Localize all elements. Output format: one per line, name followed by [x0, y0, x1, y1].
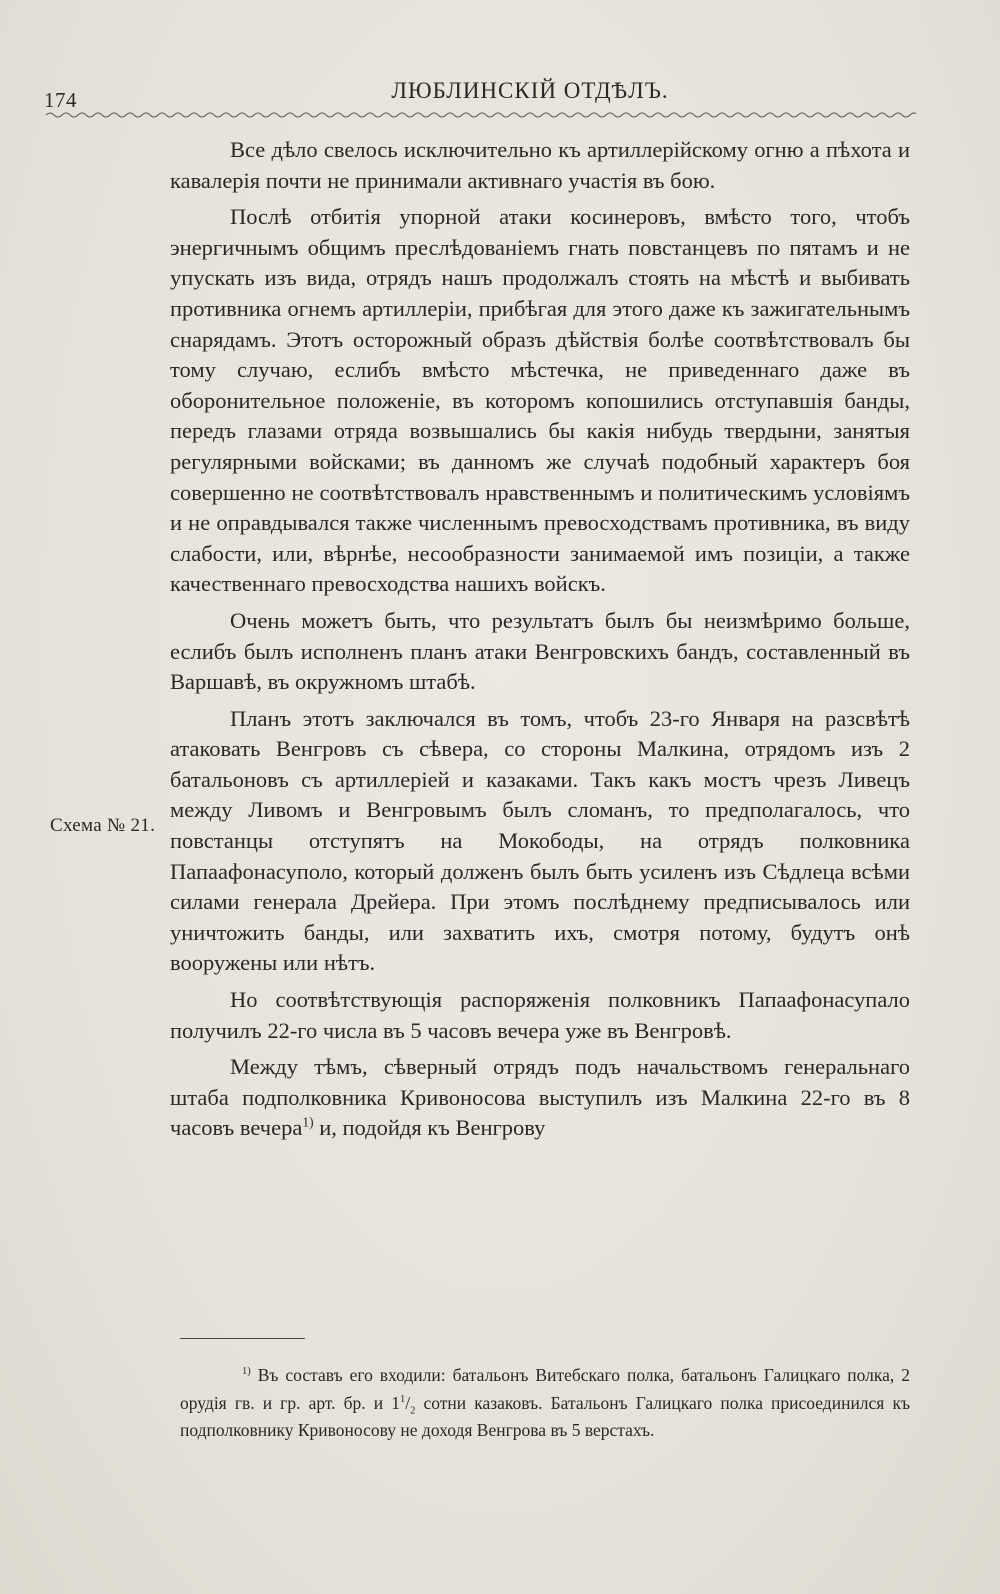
- footnote-reference[interactable]: 1): [302, 1114, 314, 1130]
- page-header: [40, 78, 940, 118]
- page-number: 174: [44, 88, 77, 112]
- main-text: [170, 135, 910, 1150]
- footnote-separator: [180, 1338, 305, 1339]
- paragraph-2: Послѣ отбитія упорной атаки косинеровъ, вмѣсто того, чтобъ энергичнымъ общимъ преслѣдованіемъ гнать повстанцевъ по пятамъ и не упускать изъ вида, отрядъ нашъ продолжалъ стоять на мѣстѣ и выбивать противника огнемъ артиллеріи, прибѣгая для этого даже къ зажигательнымъ снарядамъ. Этотъ осторожный образъ дѣйствія болѣе соотвѣтствовалъ бы тому случаю, еслибъ вмѣсто мѣстечка, не приведеннаго даже въ оборонительное положеніе, въ которомъ копошились отступавшія банды, передъ глазами отряда возвышались бы какія нибудь твердыни, занятыя регулярными войсками; въ данномъ же случаѣ подобный характеръ боя совершенно не соотвѣтствовалъ нравственнымъ и политическимъ условіямъ и не оправдывался также численнымъ превосходствамъ противника, въ виду слабости, или, вѣрнѣе, несообразности занимаемой имъ позиціи, а также качественнаго превосходства нашихъ войскъ.: [170, 204, 910, 597]
- paragraph-1: Все дѣло свелось исключительно къ артиллерійскому огню а пѣхота и кавалерія почти не принимали активнаго участія въ бою.: [170, 137, 910, 193]
- footnote-text-end: сотни казаковъ. Батальонъ Галицкаго полка присоединился къ подполковнику Кривоносову не доходя Венгрова въ 5 верстахъ.: [180, 1392, 910, 1440]
- footnote-mark: 1): [242, 1366, 251, 1378]
- footnote-fraction-numerator: 1: [399, 1393, 406, 1405]
- paragraph-3: Очень можетъ быть, что результатъ былъ бы неизмѣримо больше, еслибъ былъ исполненъ планъ атаки Венгровскихъ бандъ, составленный въ Варшавѣ, въ окружномъ штабѣ.: [170, 607, 910, 695]
- paragraph-6-tail: и, подойдя къ Венгрову: [313, 1115, 546, 1141]
- paragraph-6-text: Между тѣмъ, сѣверный отрядъ подъ начальствомъ генеральнаго штаба подполковника Кривоносова выступилъ изъ Малкина 22-го въ 8 часовъ вечера: [170, 1054, 910, 1141]
- footnote-fraction-denominator: 2: [410, 1405, 416, 1416]
- running-head: ЛЮБЛИНСКІЙ ОТДѢЛЪ.: [391, 78, 669, 103]
- margin-note-schema: Схема № 21.: [50, 815, 156, 836]
- header-wavy-rule: [46, 110, 916, 120]
- footnote: $^{1)}$ Въ составъ его входили: батальонъ Витебскаго полка, батальонъ Галицкаго полка, 2 орудія гв. и гр. арт. бр. и $1^1/_2$ сотни казаковъ. Батальонъ Галицкаго полка присоединился къ подполковнику Кривоносову не доходя Венгрова въ 5 верстахъ.: [180, 1365, 911, 1440]
- footnote-text-start: Въ составъ его входили: батальонъ Витебскаго полка, батальонъ Галицкаго полка, 2 орудія гв. и гр. арт. бр. и 1: [180, 1365, 911, 1413]
- paragraph-6: [170, 1052, 910, 1144]
- paragraph-4: Планъ этотъ заключался въ томъ, чтобъ 23-го Января на разсвѣтѣ атаковать Венгровъ съ сѣвера, со стороны Малкина, отрядомъ изъ 2 батальоновъ съ артиллеріей и казаками. Такъ какъ мостъ чрезъ Ливецъ между Ливомъ и Венгровымъ былъ сломанъ, то предполагалось, что повстанцы отступятъ на Мокободы, на отрядъ полковника Папаафонасуполо, который долженъ былъ быть усиленъ изъ Сѣдлеца всѣми силами генерала Дрейера. При этомъ послѣднему предписывалось или уничтожить банды, или захватить ихъ, смотря потому, будутъ онѣ вооружены или нѣтъ.: [170, 705, 910, 976]
- paragraph-5: Но соотвѣтствующія распоряженія полковникъ Папаафонасупало получилъ 22-го числа въ 5 часовъ вечера уже въ Венгровѣ.: [170, 987, 910, 1043]
